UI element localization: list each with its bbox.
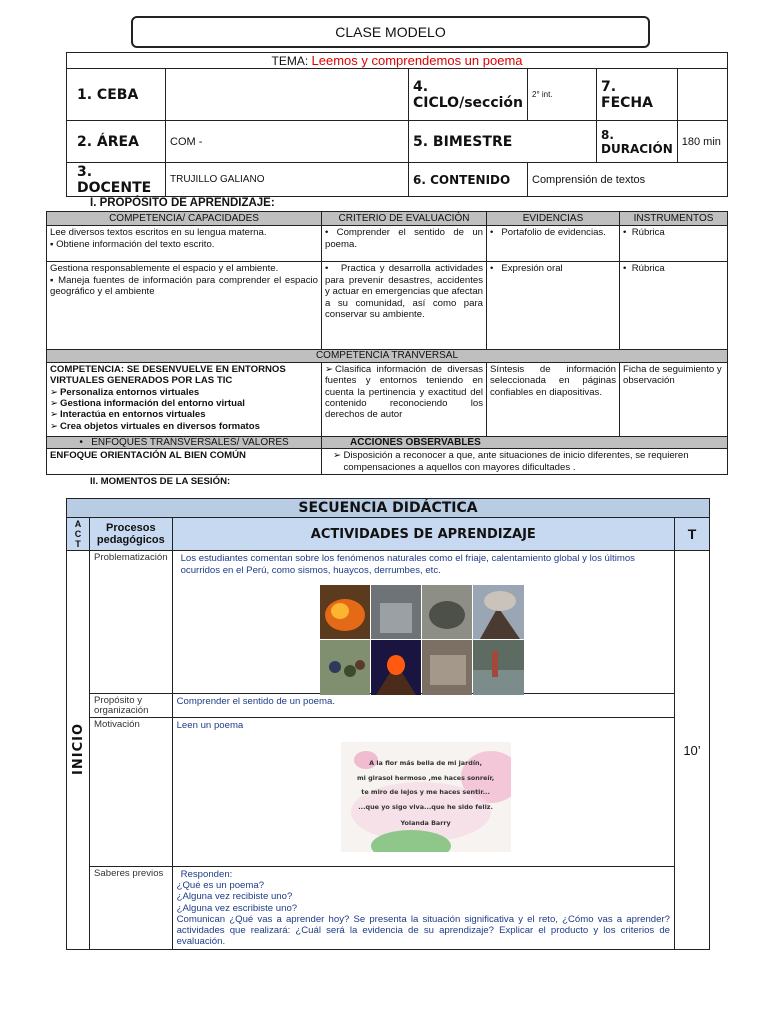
info-table (66, 52, 728, 197)
stage-name-motivacion: Motivación (90, 718, 173, 867)
row1-evidencia-text: Portafolio de evidencias. (501, 227, 606, 239)
row1-criterio: • Comprender el sentido de un poema. (322, 226, 487, 262)
row1-comp-line1: Lee diversos textos escritos en su lengua materna. (50, 227, 267, 239)
duracion-value: 180 min (677, 121, 727, 163)
purpose-table (46, 211, 728, 475)
row2-comp-line1: Gestiona responsablemente el espacio y el ambiente. (50, 263, 279, 275)
poem-line-2: mi girasol hermoso ,me haces sonreír, (357, 773, 495, 782)
motivacion-text: Leen un poema (176, 720, 244, 731)
row3-criterio (322, 362, 487, 436)
row2-evidencia: • Expresión oral (487, 262, 620, 350)
stage-saberes (172, 867, 674, 950)
contenido-label: 6. CONTENIDO (409, 163, 528, 197)
row3-item-0 (50, 387, 318, 398)
stage-name-saberes: Saberes previos (90, 867, 173, 950)
phase-cell (67, 551, 90, 950)
arrow-icon: ➢ (325, 363, 334, 375)
poem-author: Yolanda Barry (400, 819, 451, 827)
row2-evidencia-text: Expresión oral (501, 263, 563, 275)
bimestre-label: 5. BIMESTRE (409, 121, 597, 163)
row3-competencia (47, 362, 322, 436)
row3-evidencia: Síntesis de información seleccionada en páginas confiables en diapositivas. (487, 362, 620, 436)
stage-motivacion (172, 718, 674, 867)
natural-disasters-collage-svg (320, 585, 524, 695)
section-1-heading: I. PROPÓSITO DE APRENDIZAJE: (90, 197, 275, 209)
time-cell (675, 551, 710, 950)
row3-item-0-text: Personaliza entornos virtuales (60, 386, 200, 398)
stage-name-proposito: Propósito y organización (90, 694, 173, 718)
area-label: 2. ÁREA (67, 121, 166, 163)
transversal-band: COMPETENCIA TRANVERSAL (47, 350, 728, 362)
header-criterio: CRITERIO DE EVALUACIÓN (322, 212, 487, 226)
saberes-line-5: Comunican ¿Qué vas a aprender hoy? Se presenta la situación significativa y el reto, ¿Cómo vas a aprender? actividades que realizará: ¿Cuál será la evidencia de su aprendizaje? Explicar el producto y los criterios de evaluación. (176, 913, 670, 948)
col-procesos: Procesos pedagógicos (90, 518, 173, 551)
poem-line-3: te miro de lejos y me haces sentir... (361, 788, 490, 796)
header-evidencias: EVIDENCIAS (487, 212, 620, 226)
saberes-line-4: ¿Alguna vez escribiste uno? (176, 902, 298, 914)
row1-instrumento: • Rúbrica (620, 226, 728, 262)
arrow-icon: ➢ (333, 450, 342, 462)
phase-label: INICIO (70, 722, 86, 775)
duracion-label: 8. DURACIÓN (597, 121, 678, 163)
row2-criterio: • Practica y desarrolla actividades para prevenir desastres, accidentes y actuar en emergencias que afectan a su comunidad, así como para conservar su ambiente. (322, 262, 487, 350)
arrow-icon: ➢ (50, 386, 59, 398)
header-instrumentos: INSTRUMENTOS (620, 212, 728, 226)
saberes-line-3: ¿Alguna vez recibiste uno? (176, 891, 293, 903)
acciones-label: ACCIONES OBSERVABLES (322, 436, 728, 448)
arrow-icon: ➢ (50, 409, 59, 421)
row2-instrumento: • Rúbrica (620, 262, 728, 350)
row2-comp-line2: ▪ Maneja fuentes de información para comprender el espacio geográfico y el ambiente (50, 274, 318, 298)
ciclo-value: 2° int. (528, 69, 597, 121)
stage-problematizacion (172, 551, 674, 694)
accion-value (322, 449, 728, 475)
contenido-value: Comprensión de textos (528, 163, 728, 197)
col-actividades: ACTIVIDADES DE APRENDIZAJE (172, 518, 674, 551)
section-2-heading: II. MOMENTOS DE LA SESIÓN: (90, 476, 231, 487)
accion-value-text: Disposición a reconocer a que, ante situaciones de inicio diferentes, se requieren compensaciones a aquellos con mayores dificultades . (343, 450, 689, 473)
row3-item-3-text: Crea objetos virtuales en diversos formatos (60, 420, 260, 432)
arrow-icon: ➢ (50, 420, 59, 432)
enfoque-value-text: ENFOQUE ORIENTACIÓN AL BIEN COMÚN (50, 450, 246, 462)
tema-label: TEMA: (271, 54, 309, 68)
row1-evidencia: • Portafolio de evidencias. (487, 226, 620, 262)
stage-name-problematizacion: Problematización (90, 551, 173, 694)
ceba-value (166, 69, 409, 121)
tema-row (67, 53, 728, 69)
time-value: 10’ (683, 742, 701, 758)
document-title: CLASE MODELO (131, 16, 650, 48)
row3-criterio-text: Clasifica información de diversas fuentes y entornos teniendo en cuenta la pertinencia y exactitud del contenido reconociendo los derechos de autor (325, 363, 483, 421)
row1-instrumento-text: Rúbrica (631, 227, 665, 239)
row3-instrumento: Ficha de seguimiento y observación (620, 362, 728, 436)
row3-item-2-text: Interactúa en entornos virtuales (60, 409, 206, 421)
row3-item-2 (50, 409, 318, 420)
row2-criterio-text: Practica y desarrolla actividades para prevenir desastres, accidentes y actuar en emergencias que afectan a su comunidad, así como para conservar su ambiente. (325, 263, 483, 321)
poem-line-4: ...que yo sigo viva...que he sido feliz. (358, 802, 493, 811)
row3-comp-title: COMPETENCIA: SE DESENVUELVE EN ENTORNOS VIRTUALES GENERADOS POR LAS TIC (50, 363, 286, 387)
arrow-icon: ➢ (50, 398, 59, 410)
poem-text (341, 756, 511, 831)
saberes-line-2: ¿Qué es un poema? (176, 880, 265, 892)
tema-value: Leemos y comprendemos un poema (311, 53, 523, 68)
row3-item-1 (50, 398, 318, 409)
area-value: COM - (166, 121, 409, 163)
fecha-label: 7. FECHA (597, 69, 678, 121)
fecha-value (677, 69, 727, 121)
poem-image (341, 742, 511, 852)
ciclo-label: 4. CICLO/sección (409, 69, 528, 121)
col-t: T (675, 518, 710, 551)
enfoques-band: • ENFOQUES TRANSVERSALES/ VALORES (47, 436, 322, 448)
row3-item-3 (50, 421, 318, 432)
row2-instrumento-text: Rúbrica (631, 263, 665, 275)
row1-competencia (47, 226, 322, 262)
problematizacion-text: Los estudiantes comentan sobre los fenómenos naturales como el friaje, calentamiento global y los últimos ocurridos en el Perú, como sismos, huaycos, derrumbes, etc. (180, 553, 635, 576)
natural-disasters-collage (320, 585, 524, 695)
saberes-line-1: Responden: (180, 869, 233, 880)
docente-label: 3. DOCENTE (67, 163, 166, 197)
sequence-title: SECUENCIA DIDÁCTICA (67, 499, 710, 518)
enfoque-value (47, 449, 322, 475)
poem-line-1: A la flor más bella de mi jardín, (369, 759, 483, 767)
enfoques-label: ENFOQUES TRANSVERSALES/ VALORES (91, 436, 289, 448)
row3-item-1-text: Gestiona información del entorno virtual (60, 398, 245, 410)
ceba-label: 1. CEBA (67, 69, 166, 121)
row1-criterio-text: Comprender el sentido de un poema. (325, 227, 483, 250)
docente-value: TRUJILLO GALIANO (166, 163, 409, 197)
row1-comp-line2: ▪ Obtiene información del texto escrito. (50, 238, 215, 250)
sequence-table (66, 498, 710, 950)
col-act: A C T (67, 518, 90, 551)
header-competencia: COMPETENCIA/ CAPACIDADES (47, 212, 322, 226)
proposito-text: Comprender el sentido de un poema. (172, 694, 674, 718)
row2-competencia (47, 262, 322, 350)
